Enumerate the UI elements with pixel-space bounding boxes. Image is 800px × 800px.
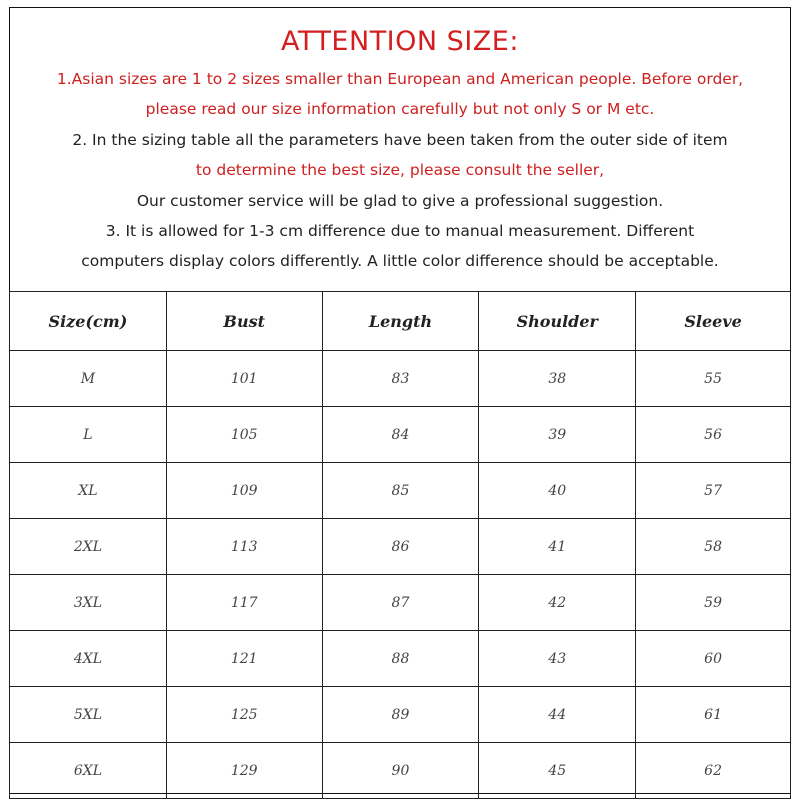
header-size: Size(cm) (10, 292, 167, 351)
cell-shoulder: 38 (479, 351, 636, 407)
attention-title: ATTENTION SIZE: (281, 26, 519, 57)
cell-size: 4XL (10, 631, 167, 687)
cell-sleeve: 62 (636, 743, 791, 799)
note-line-6: 3. It is allowed for 1-3 cm difference due to manual measurement. Different (105, 222, 695, 240)
header-sleeve: Sleeve (636, 292, 791, 351)
table-row (10, 519, 791, 575)
cell-size: M (10, 351, 167, 407)
cell-size: 2XL (10, 519, 167, 575)
cell-shoulder: 43 (479, 631, 636, 687)
cell-bust: 113 (166, 519, 322, 575)
cell-shoulder: 41 (479, 519, 636, 575)
cell-sleeve: 59 (636, 575, 791, 631)
size-chart-frame (9, 7, 791, 794)
cell-length: 88 (322, 631, 479, 687)
cell-sleeve: 56 (636, 407, 791, 463)
cell-shoulder: 39 (479, 407, 636, 463)
table-row (10, 687, 791, 743)
cell-length: 89 (322, 687, 479, 743)
header-bust: Bust (166, 292, 322, 351)
cell-size: 5XL (10, 687, 167, 743)
note-line-5: Our customer service will be glad to give a professional suggestion. (136, 192, 664, 210)
cell-length: 85 (322, 463, 479, 519)
cell-shoulder: 42 (479, 575, 636, 631)
note-line-1: 1.Asian sizes are 1 to 2 sizes smaller than European and American people. Before order, (56, 70, 744, 88)
note-line-4: to determine the best size, please consult the seller, (195, 161, 605, 179)
table-row (10, 463, 791, 519)
cell-bust: 129 (166, 743, 322, 799)
cell-bust: 117 (166, 575, 322, 631)
table-row (10, 631, 791, 687)
cell-length: 90 (322, 743, 479, 799)
cell-length: 84 (322, 407, 479, 463)
cell-sleeve: 61 (636, 687, 791, 743)
cell-length: 83 (322, 351, 479, 407)
table-row (10, 407, 791, 463)
header-shoulder: Shoulder (479, 292, 636, 351)
cell-size: L (10, 407, 167, 463)
table-row (10, 743, 791, 799)
cell-bust: 121 (166, 631, 322, 687)
cell-length: 87 (322, 575, 479, 631)
cell-bust: 109 (166, 463, 322, 519)
note-line-3: 2. In the sizing table all the parameters have been taken from the outer side of item (72, 131, 728, 149)
table-header-row (10, 292, 791, 351)
cell-shoulder: 40 (479, 463, 636, 519)
cell-bust: 105 (166, 407, 322, 463)
table-row (10, 575, 791, 631)
cell-size: XL (10, 463, 167, 519)
cell-size: 6XL (10, 743, 167, 799)
cell-sleeve: 55 (636, 351, 791, 407)
cell-shoulder: 44 (479, 687, 636, 743)
size-table (9, 291, 791, 799)
cell-bust: 125 (166, 687, 322, 743)
cell-bust: 101 (166, 351, 322, 407)
attention-notes (10, 8, 790, 291)
cell-sleeve: 57 (636, 463, 791, 519)
cell-shoulder: 45 (479, 743, 636, 799)
note-line-2: please read our size information carefully but not only S or M etc. (145, 100, 655, 118)
cell-length: 86 (322, 519, 479, 575)
cell-sleeve: 58 (636, 519, 791, 575)
table-row (10, 351, 791, 407)
cell-size: 3XL (10, 575, 167, 631)
header-length: Length (322, 292, 479, 351)
cell-sleeve: 60 (636, 631, 791, 687)
note-line-7: computers display colors differently. A little color difference should be acceptable. (81, 252, 719, 270)
